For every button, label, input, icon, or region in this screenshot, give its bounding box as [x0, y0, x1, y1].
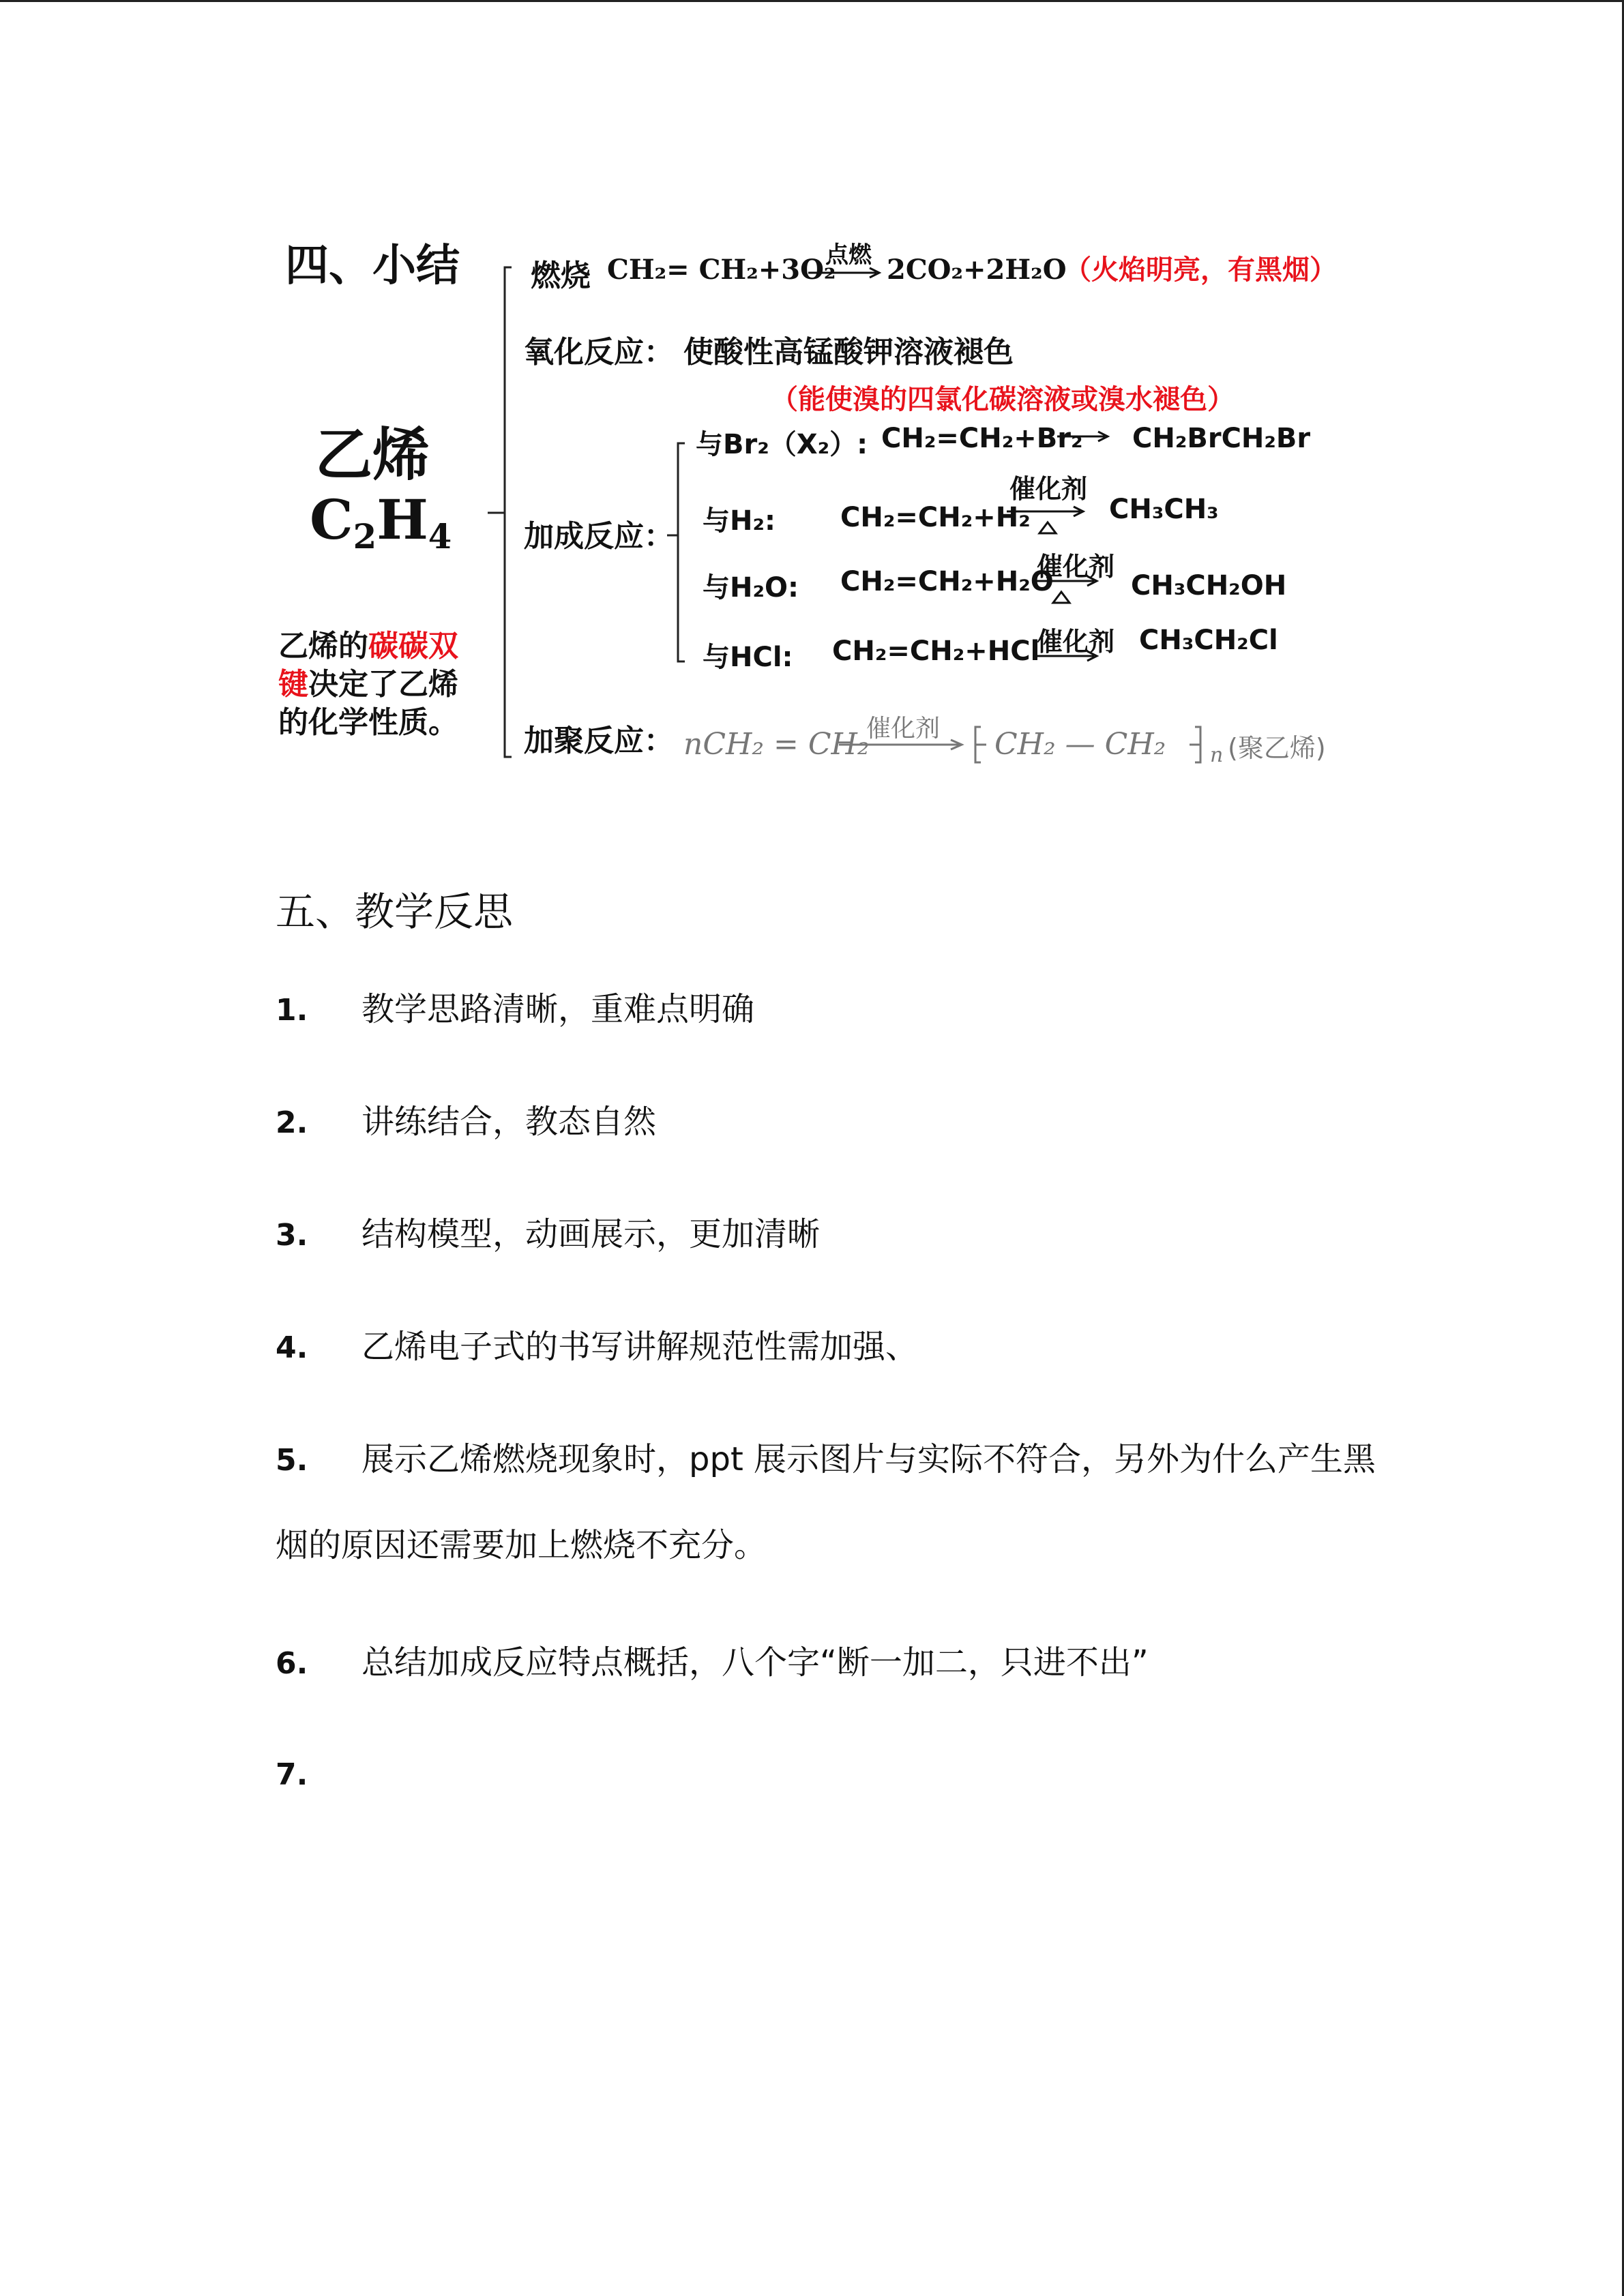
addition-br2-product: CH₂BrCH₂Br [1132, 423, 1311, 454]
polymerization-subscript: n [1210, 743, 1224, 767]
addition-hcl-reagent: 与HCl: [703, 642, 793, 673]
subject-name: 乙烯 [315, 421, 430, 488]
addition-note: （能使溴的四氯化碳溶液或溴水褪色） [771, 384, 1235, 415]
reflection-item: 3. 结构模型，动画展示，更加清晰 [276, 1215, 821, 1253]
reflection-item: 5. 展示乙烯燃烧现象时，ppt 展示图片与实际不符合，另外为什么产生黑烟的原因还需要加上燃烧不充分。 [276, 1440, 1376, 1564]
addition-hcl-product: CH₃CH₂Cl [1139, 625, 1278, 656]
addition-h2-reagent: 与H₂: [703, 505, 776, 537]
combustion-condition: 点燃 [825, 241, 872, 269]
addition-h2-product: CH₃CH₃ [1109, 494, 1219, 525]
addition-br2-equation: CH₂=CH₂+Br₂ [881, 423, 1083, 454]
reflection-list [276, 989, 1381, 1867]
combustion-arrow [808, 266, 883, 280]
addition-label: 加成反应： [524, 519, 674, 554]
polymer-left-bracket [966, 723, 993, 766]
addition-h2o-equation: CH₂=CH₂+H₂O [840, 566, 1054, 597]
reflection-item: 2. 讲练结合，教态自然 [276, 1103, 657, 1141]
addition-hcl-condition: 催化剂 [1037, 627, 1115, 657]
summary-section-title: 四、小结 [285, 240, 460, 291]
polymerization-name: (聚乙烯) [1228, 733, 1326, 763]
oxidation-text: 使酸性高锰酸钾溶液褪色 [683, 335, 1014, 370]
oxidation-label: 氧化反应： [524, 335, 674, 370]
combustion-reactants: CH₂= CH₂+3O₂ [607, 254, 836, 286]
double-bond-note: 乙烯的碳碳双键决定了乙烯的化学性质。 [278, 629, 458, 740]
addition-h2o-condition: 催化剂 [1037, 552, 1115, 582]
combustion-products: 2CO₂+2H₂O [887, 254, 1067, 286]
reflection-item: 6. 总结加成反应特点概括，八个字“断一加二，只进不出” [276, 1643, 1149, 1682]
addition-h2-arrow [1005, 503, 1094, 537]
addition-hcl-equation: CH₂=CH₂+HCl [832, 636, 1040, 667]
reflection-title: 五、教学反思 [276, 889, 514, 935]
reflection-item: 7. [276, 1757, 308, 1792]
addition-h2o-product: CH₃CH₂OH [1131, 570, 1287, 601]
combustion-note: （火焰明亮，有黑烟） [1064, 254, 1337, 286]
addition-hcl-arrow [1033, 648, 1108, 664]
addition-h2-condition: 催化剂 [1009, 474, 1088, 504]
addition-br2-arrow [1057, 430, 1112, 443]
reflection-item: 4. 乙烯电子式的书写讲解规范性需加强、 [276, 1328, 919, 1366]
addition-h2o-reagent: 与H₂O: [703, 572, 799, 603]
reflection-item: 1. 教学思路清晰，重难点明确 [276, 990, 755, 1028]
addition-h2o-arrow [1033, 573, 1121, 607]
addition-h2-equation: CH₂=CH₂+H₂ [840, 502, 1031, 533]
polymerization-reactant: nCH₂ = CH₂ [683, 727, 870, 762]
polymerization-label: 加聚反应： [524, 724, 674, 758]
page-border-top [0, 0, 1624, 2]
subject-formula: $C_2H_4$ [310, 488, 452, 556]
combustion-label: 燃烧 [531, 258, 591, 293]
polymerization-product: CH₂ — CH₂ [994, 727, 1166, 762]
addition-br2-reagent: 与Br₂（X₂）: [696, 429, 868, 460]
polymerization-arrow [839, 738, 975, 751]
reflection-item-text: 展示乙烯燃烧现象时，ppt 展示图片与实际不符合，另外为什么产生黑烟的原因还需要加上燃烧不充分。 [276, 1440, 1376, 1564]
summary-figure [266, 218, 1357, 777]
polymerization-condition: 催化剂 [866, 715, 941, 743]
